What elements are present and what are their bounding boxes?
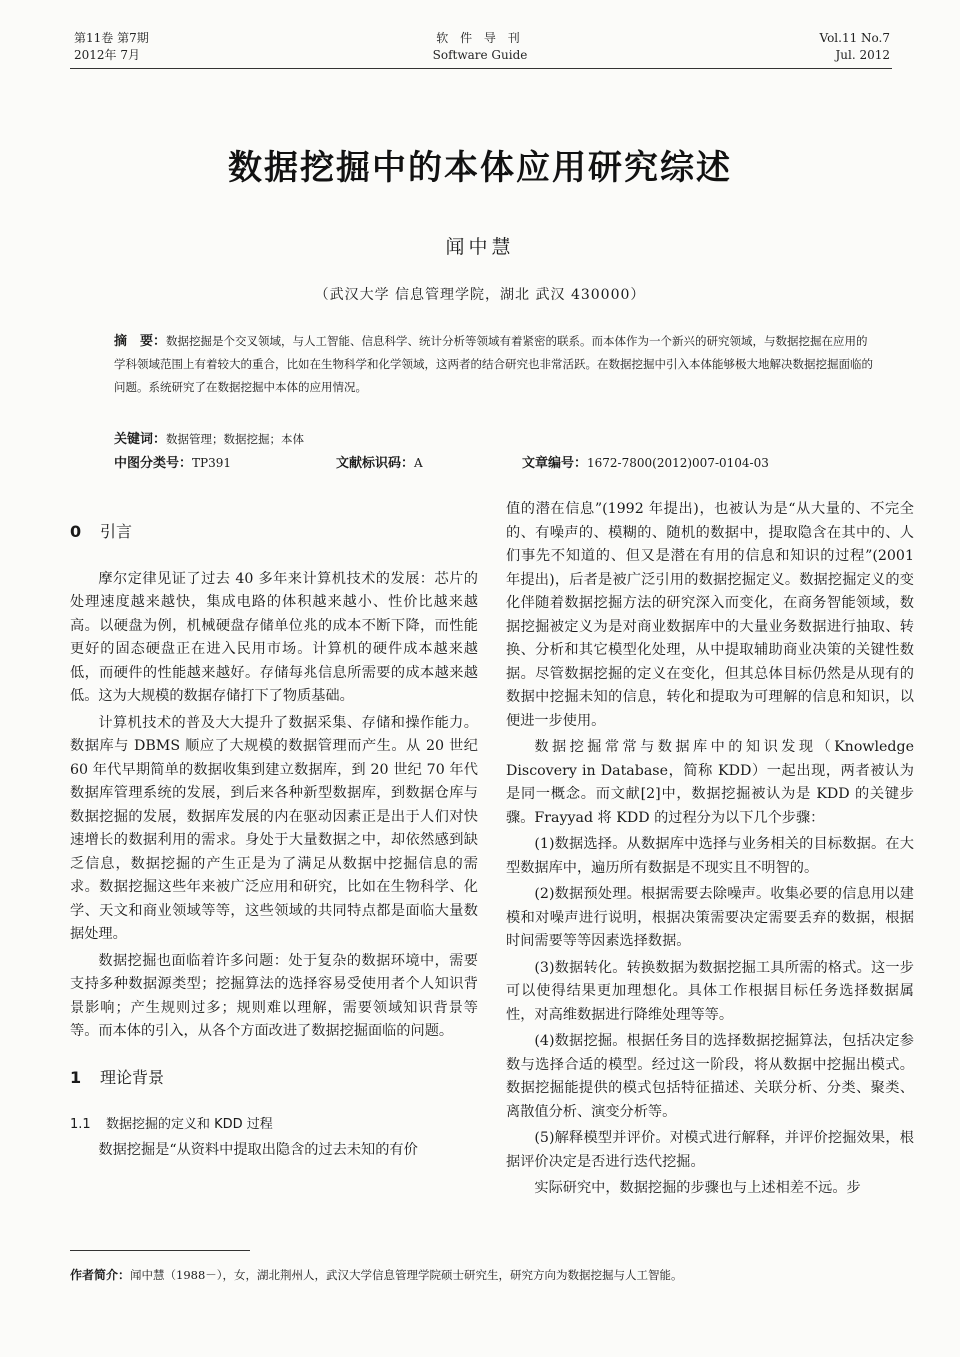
volume-issue: 第11卷 第7期 — [74, 31, 149, 45]
left-column — [70, 500, 478, 1165]
keywords-label: 关键词： — [114, 432, 167, 447]
paragraph: 摩尔定律见证了过去 40 多年来计算机技术的发展：芯片的处理速度越来越快，集成电路的体积越来越小、性价比越来越高。以硬盘为例，机械硬盘存储单位兆的成本不断下降，而性能更好的固态硬盘正在进入民用市场。计算机的硬件成本越来越低，而硬件的性能越来越好。存储每兆信息所需要的成本越来越低。这为大规模的数据存储打下了物质基础。 — [70, 570, 478, 704]
footnote-text: 闻中慧（1988－），女，湖北荆州人，武汉大学信息管理学院硕士研究生，研究方向为数据挖掘与人工智能。 — [130, 1268, 683, 1282]
kdd-step-3: (3)数据转化。转换数据为数据挖掘工具所需的格式。这一步可以使得结果更加理想化。具体工作根据目标任务选择数据属性，对高维数据进行降维处理等等。 — [506, 959, 914, 1023]
subsection-1-1-heading — [70, 1113, 478, 1137]
paragraph: 值的潜在信息”(1992 年提出)，也被认为是“从大量的、不完全的、有噪声的、模糊的、随机的数据中，提取隐含在其中的、人们事先不知道的、但又是潜在有用的信息和知识的过程”(2001 年提出)，后者是被广泛引用的数据挖掘定义。数据挖掘定义的变化伴随着数据挖掘方法的研究深入而变化，在商务智能领域，数据挖掘被定义为是对商业数据库中的大量业务数据进行抽取、转换、分析和其它模型化处理，从中提取辅助商业决策的关键性数据。尽管数据挖掘的定义在变化，但其总体目标仍然是从现有的数据中挖掘未知的信息，转化和提取为可理解的信息和知识，以便进一步使用。 — [506, 501, 914, 729]
article-number — [522, 452, 769, 471]
author-name: 闻中慧 — [445, 236, 515, 258]
abstract — [114, 330, 874, 399]
doc-value: A — [414, 456, 423, 470]
paragraph: 实际研究中，数据挖掘的步骤也与上述相差不远。步 — [534, 1180, 861, 1196]
art-value: 1672-7800(2012)007-0104-03 — [587, 456, 769, 470]
section-number: 1 — [70, 1067, 82, 1087]
section-title: 理论背景 — [100, 1067, 165, 1087]
paragraph: 计算机技术的普及大大提升了数据采集、存储和操作能力。数据库与 DBMS 顺应了大规模的数据管理而产生。从 20 世纪 60 年代早期简单的数据收集到建立数据库，到 20 世纪 70 年代数据库管理系统的发展，到后来各种新型数据库，到数据仓库与数据挖掘的发展，数据库发展的内在驱动因素正是出于人们对快速增长的数据利用的需求。身处于大量数据之中，却依然感到缺乏信息，数据挖掘的产生正是为了满足从数据中挖掘信息的需求。数据挖掘这些年来被广泛应用和研究，比如在生物科学、化学、天文和商业领域等等，这些领域的共同特点都是面临大量数据处理。 — [70, 714, 478, 942]
art-label: 文章编号： — [522, 456, 588, 471]
section-title: 引言 — [100, 522, 133, 541]
section-0-heading — [70, 520, 478, 544]
abstract-label: 摘 要： — [114, 334, 167, 349]
section-number: 0 — [70, 522, 82, 541]
subsection-number: 1.1 — [70, 1117, 91, 1132]
author-bio-footnote — [70, 1266, 890, 1283]
journal-name-en: Software Guide — [432, 48, 528, 62]
author-affiliation: （武汉大学 信息管理学院，湖北 武汉 430000） — [314, 287, 646, 303]
subsection-title: 数据挖掘的定义和 KDD 过程 — [106, 1117, 273, 1132]
kdd-step-1: (1)数据选择。从数据库中选择与业务相关的目标数据。在大型数据库中，遍历所有数据是不现实且不明智的。 — [506, 836, 914, 876]
keywords — [114, 428, 304, 447]
clc-value: TP391 — [192, 456, 231, 470]
journal-name — [0, 30, 960, 64]
kdd-step-5: (5)解释模型并评价。对模式进行解释，并评价挖掘效果，根据评价决定是否进行迭代挖掘。 — [506, 1130, 914, 1170]
footnote-label: 作者简介： — [70, 1268, 131, 1282]
paper-title: 数据挖掘中的本体应用研究综述 — [228, 148, 732, 188]
volume-issue-en: Vol.11 No.7 — [819, 31, 890, 45]
clc-number — [114, 452, 231, 471]
section-1-heading — [70, 1066, 478, 1090]
kdd-step-2: (2)数据预处理。根据需要去除噪声。收集必要的信息用以建模和对噪声进行说明，根据决策需要决定需要丢弃的数据，根据时间需要等等因素选择数据。 — [506, 886, 914, 949]
right-column — [506, 498, 914, 1204]
paragraph: 数据挖掘是“从资料中提取出隐含的过去未知的有价 — [98, 1141, 418, 1158]
header-divider — [70, 68, 892, 69]
issue-date: 2012年 7月 — [74, 48, 140, 62]
journal-name-cn: 软 件 导 刊 — [436, 31, 524, 45]
kdd-step-4: (4)数据挖掘。根据任务目的选择数据挖掘算法，包括决定参数与选择合适的模型。经过这一阶段，将从数据中挖掘出模式。数据挖掘能提供的模式包括特征描述、关联分析、分类、聚类、离散值分析、演变分析等。 — [506, 1033, 914, 1120]
issue-date-en: Jul. 2012 — [835, 48, 890, 62]
footnote-divider — [70, 1250, 250, 1251]
doc-label: 文献标识码： — [336, 456, 415, 471]
abstract-text: 数据挖掘是个交叉领域，与人工智能、信息科学、统计分析等领域有着紧密的联系。而本体作为一个新兴的研究领域，与数据挖掘在应用的学科领域范围上有着较大的重合，比如在生物科学和化学领域，这两者的结合研究也非常活跃。在数据挖掘中引入本体能够极大地解决数据挖掘面临的问题。系统研究了在数据挖掘中本体的应用情况。 — [114, 334, 873, 394]
document-code — [336, 452, 423, 471]
paragraph: 数据挖掘常常与数据库中的知识发现（Knowledge Discovery in Database，简称 KDD）一起出现，两者被认为是同一概念。而文献[2]中，数据挖掘被认为是 KDD 的关键步骤。Frayyad 将 KDD 的过程分为以下几个步骤： — [506, 739, 914, 826]
paragraph: 数据挖掘也面临着许多问题：处于复杂的数据环境中，需要支持多种数据源类型；挖掘算法的选择容易受使用者个人知识背景影响；产生规则过多；规则难以理解，需要领域知识背景等等。而本体的引入，从各个方面改进了数据挖掘面临的问题。 — [70, 952, 478, 1039]
journal-volume-info-en — [820, 30, 891, 64]
clc-label: 中图分类号： — [114, 456, 193, 471]
keywords-text: 数据管理；数据挖掘；本体 — [166, 432, 305, 446]
